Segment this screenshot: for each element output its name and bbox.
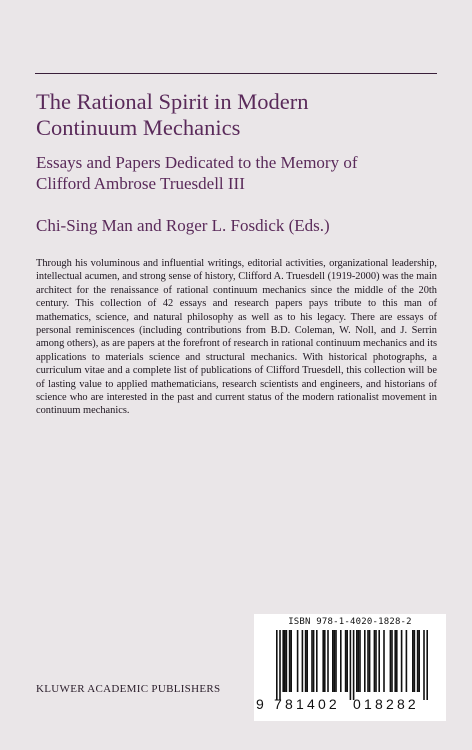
subtitle-line-1: Essays and Papers Dedicated to the Memory of xyxy=(36,153,358,172)
barcode-bar xyxy=(383,630,385,692)
isbn-label: ISBN 978-1-4020-1828-2 xyxy=(288,617,412,627)
isbn-barcode xyxy=(254,614,446,721)
barcode-bar xyxy=(340,630,342,692)
barcode-bar xyxy=(374,630,376,692)
barcode-digit-first: 9 xyxy=(256,696,264,712)
barcode-bar xyxy=(282,630,284,692)
book-title xyxy=(36,89,446,141)
barcode-bar xyxy=(332,630,334,692)
top-rule xyxy=(35,73,437,74)
barcode-bar xyxy=(276,630,278,700)
barcode-bar xyxy=(334,630,336,692)
book-subtitle xyxy=(36,152,446,194)
barcode-bar xyxy=(394,630,396,692)
barcode-bar xyxy=(327,630,329,692)
barcode-bar xyxy=(305,630,307,692)
barcode-bar xyxy=(289,630,291,692)
barcode-bar xyxy=(306,630,308,692)
barcode-bar xyxy=(391,630,393,692)
barcode-bar xyxy=(423,630,425,700)
barcode-bar xyxy=(335,630,337,692)
barcode-bar xyxy=(358,630,360,692)
barcode-bar xyxy=(346,630,348,692)
barcode-bar xyxy=(313,630,315,692)
barcode-bar xyxy=(322,630,324,692)
barcode-bar xyxy=(284,630,286,692)
title-line-2: Continuum Mechanics xyxy=(36,115,241,140)
barcode-digits xyxy=(254,696,446,716)
barcode-bars xyxy=(264,630,436,700)
barcode-bar xyxy=(369,630,371,692)
barcode-bar xyxy=(353,630,355,700)
barcode-bar xyxy=(350,630,352,700)
back-cover-blurb: Through his voluminous and influential writings, editorial activities, organizational leadership, intellectual acumen, and strong sense of history, Clifford A. Truesdell (1919-2000) was the main architect for the renaissance of rational continuum mechanics since the middle of the 20th century. This collection of 42 essays and research papers pays tribute to this man of mathematics, science, and natural philosophy as well as to his legacy. There are essays of personal reminiscences (including contributions from B.D. Coleman, W. Noll, and J. Serrin among others), as are papers at the forefront of research in rational continuum mechanics and its applications to materials science and structural mechanics. With historical photographs, a curriculum vitae and a complete list of publications of Clifford Truesdell, this collection will be of lasting value to applied mathematicians, research scientists and engineers, and historians of science who are interested in the past and current status of the modern rationalist movement in continuum mechanics. xyxy=(36,258,437,417)
publisher-name: KLUWER ACADEMIC PUBLISHERS xyxy=(36,683,221,695)
barcode-bar xyxy=(290,630,292,692)
editors: Chi-Sing Man and Roger L. Fosdick (Eds.) xyxy=(36,216,330,235)
barcode-bar xyxy=(364,630,366,692)
title-line-1: The Rational Spirit in Modern xyxy=(36,89,309,114)
barcode-bar xyxy=(396,630,398,692)
subtitle-line-2: Clifford Ambrose Truesdell III xyxy=(36,174,245,193)
barcode-bar xyxy=(375,630,377,692)
barcode-digits-right: 018282 xyxy=(353,696,419,712)
barcode-bar xyxy=(311,630,313,692)
barcode-bar xyxy=(359,630,361,692)
barcode-bar xyxy=(390,630,392,692)
barcode-bar xyxy=(302,630,304,692)
barcode-bar xyxy=(417,630,419,692)
barcode-bar xyxy=(356,630,358,692)
barcode-bar xyxy=(286,630,288,692)
barcode-bar xyxy=(412,630,414,692)
barcode-bar xyxy=(345,630,347,692)
barcode-bar xyxy=(401,630,403,692)
barcode-bar xyxy=(279,630,281,700)
barcode-bar xyxy=(297,630,299,692)
barcode-digits-left: 781402 xyxy=(274,696,340,712)
barcode-bar xyxy=(414,630,416,692)
barcode-bar xyxy=(378,630,380,692)
barcode-bar xyxy=(316,630,318,692)
barcode-bar xyxy=(426,630,428,700)
barcode-bar xyxy=(324,630,326,692)
barcode-bar xyxy=(367,630,369,692)
barcode-bar xyxy=(418,630,420,692)
barcode-bar xyxy=(406,630,408,692)
